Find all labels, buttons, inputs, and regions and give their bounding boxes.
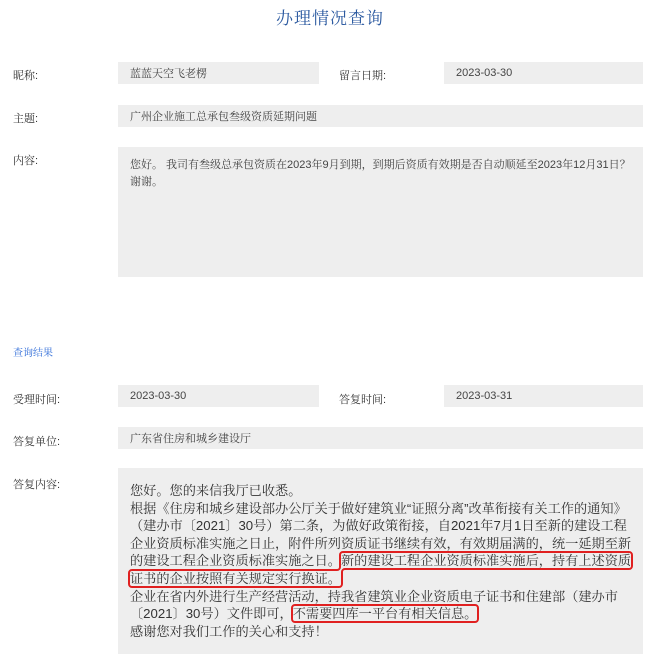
accept-time-label: 受理时间:	[13, 394, 61, 406]
nickname-field: 蓝蓝天空飞老楞	[118, 62, 319, 84]
highlight-box-1: 新的建设工程企业资质标准实施后，持有上述资质证书的企业按照有关规定实行换证。	[130, 553, 632, 586]
accept-time-field: 2023-03-30	[118, 385, 319, 407]
page-title: 办理情况查询	[276, 9, 384, 28]
date-field: 2023-03-30	[444, 62, 643, 84]
date-label: 留言日期:	[339, 70, 387, 82]
reply-time-label: 答复时间:	[339, 394, 387, 406]
reply-content-label: 答复内容:	[13, 479, 61, 491]
section-title-result: 查询结果	[13, 348, 53, 359]
reply-paragraph-1-text: 根据《住房和城乡建设部办公厅关于做好建筑业“证照分离”改革衔接有关工作的通知》（建办市〔2021〕30号）第二条，为做好政策衔接，自2021年7月1日至新的建设工程企业资质标准实施之日止，附件所列资质证书继续有效，有效期届满的，统一延期至新的建设工程企业资质标准实施之日。	[130, 500, 632, 569]
reply-greeting: 您好。您的来信我厅已收悉。	[130, 483, 302, 498]
subject-label: 主题:	[13, 113, 39, 125]
reply-closing: 感谢您对我们工作的关心和支持！	[130, 623, 328, 639]
subject-field: 广州企业施工总承包叁级资质延期问题	[118, 105, 643, 127]
reply-paragraph-2	[130, 588, 633, 623]
reply-time-field: 2023-03-31	[444, 385, 643, 407]
content-label: 内容:	[13, 155, 39, 167]
reply-paragraph-1	[130, 500, 633, 588]
reply-content-field	[118, 468, 643, 654]
content-field: 您好。 我司有叁级总承包资质在2023年9月到期，到期后资质有效期是否自动顺延至2023年12月31日？ 谢谢。	[118, 147, 643, 277]
reply-unit-label: 答复单位:	[13, 436, 61, 448]
reply-paragraph-2-text: 企业在省内外进行生产经营活动，持我省建筑业企业资质电子证书和住建部（建办市〔2021〕30号）文件即可，	[130, 588, 618, 622]
highlight-box-2: 不需要四库一平台有相关信息。	[292, 606, 478, 622]
nickname-label: 昵称:	[13, 70, 39, 82]
reply-unit-field: 广东省住房和城乡建设厅	[118, 427, 643, 449]
